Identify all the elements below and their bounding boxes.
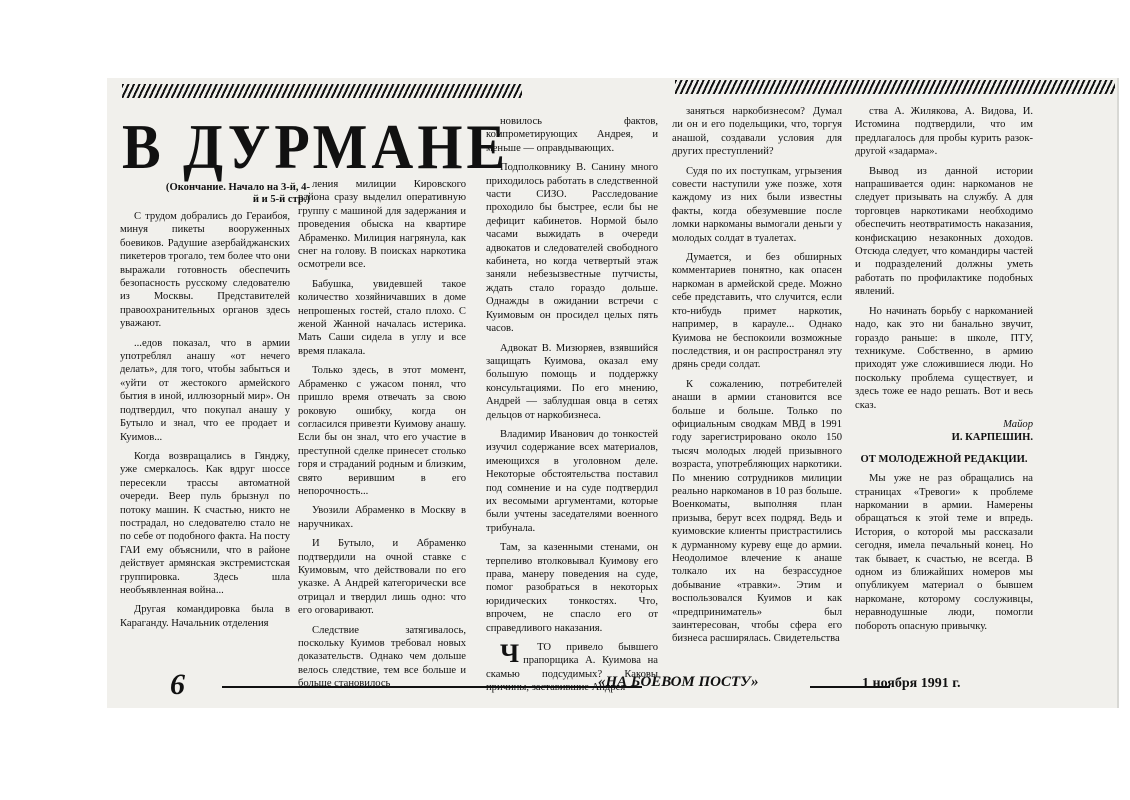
drop-cap: Ч bbox=[500, 639, 520, 669]
page-number: 6 bbox=[170, 668, 185, 701]
paragraph: Следствие затягивалось, поскольку Куимов требовал новых доказательств. Однако чем дольше велось следствие, тем все больше и больше становилось bbox=[298, 624, 466, 690]
article-column-4 bbox=[672, 105, 842, 650]
paragraph: ления милиции Кировского района сразу выделил оперативную группу с машиной для задержания и проведения обыска на квартире Абраменко. Милиция нагрянула, как снег на голову. В поисках наркотика осмотрели все. bbox=[298, 179, 466, 271]
paragraph: Подполковнику В. Санину много приходилось работать в следственной части СИЗО. Расследование проходило бы быстрее, если бы не дефицит кабинетов. Нормой было часами выжидать в очереди адвокатов и следователей свободного кабинета, но когда четвертый этаж заняли небезызвестные путчисты, ждать стало гораздо дольше. Однажды в ожидании встречи с Куимовым он просидел целых пять часов. bbox=[486, 162, 658, 335]
paragraph: Другая командировка была в Караганду. Начальник отделения bbox=[120, 604, 290, 629]
paragraph: Судя по их поступкам, угрызения совести наступили уже позже, хотя каждому из них были известны факты, когда обезумевшие после ломки наркоманы вымогали деньги у молодых солдат в туалетах. bbox=[672, 165, 842, 244]
paragraph: Владимир Иванович до тонкостей изучил содержание всех материалов, имеющихся в уголовном деле. Некоторые обстоятельства поставил под сомнение и на суде подтвердил их весомыми аргументами, которые были учтены заседателями военного трибунала. bbox=[486, 428, 658, 534]
paragraph: Бабушка, увидевшей такое количество хозяйничавших в доме непрошеных гостей, стало плохо. С женой Жанной началась истерика. Мать Саши сидела в углу и все время плакала. bbox=[298, 278, 466, 357]
paragraph: И Бутыло, и Абраменко подтвердили на очной ставке с Куимовым, что действовали по его указке. А Андрей категорически все отрицал и твердил лишь одно: что его оговаривают. bbox=[298, 538, 466, 617]
paragraph: ...едов показал, что в армии употреблял анашу «от нечего делать», для того, чтобы забыться и «уйти от жестокого армейского бытия в иной, иллюзорный мир». Он подтвердил, что покупал анашу у Бутыло и знал, что ее продает и Куимов... bbox=[120, 337, 290, 443]
article-column-1 bbox=[120, 210, 290, 662]
header-hatch-right bbox=[675, 80, 1115, 94]
paragraph-text: ТО привело бывшего прапорщика А. Куимова на скамью подсудимых? Каковы причины, заставившие Андрея bbox=[486, 642, 658, 694]
paragraph: К сожалению, потребителей анаши в армии становится все больше и больше. Только по официальным сводкам МВД в 1991 году зарегистрировано около 150 тысяч молодых людей призывного возраста, употребляющих наркотики. По мнению сотрудников милиции реально наркоманов в 10 раз больше. Военкоматы, выполняя план призыва, берут всех подряд. Ведь и куимовские клиенты пристрастились к дурманному куреву еще до армии. Неодолимое влечение к анаше толкало их на безрассудное добывание «травки». Этим и воспользовался Куимов и как «предприниматель» был заинтересован, чтобы сфера его бизнеса расширялась. Свидетельства bbox=[672, 378, 842, 645]
paragraph: заняться наркобизнесом? Думал ли он и его подельщики, что, торгуя анашой, создавали условия для других преступлений? bbox=[672, 106, 842, 158]
paragraph: Там, за казенными стенами, он терпеливо втолковывал Куимову его права, манеру поведения на суде, помог разобраться в некоторых юридических тонкостях. Что, впрочем, не спасло его от справедливого наказания. bbox=[486, 542, 658, 634]
article-column-2 bbox=[298, 178, 466, 690]
paragraph: Когда возвращались в Гянджу, уже смеркалось. Как вдруг шоссе пересекли трассы автоматной очереди. Веер пуль брызнул по потоку машин. К счастью, никто не пострадал, но следователю стало не по себе от подобного факта. На посту ГАИ ему объяснили, что в районе действует армянская экстремистская группировка. Здесь шла необъявленная война... bbox=[120, 450, 290, 596]
editorial-heading: ОТ МОЛОДЕЖНОЙ РЕДАКЦИИ. bbox=[860, 453, 1028, 465]
paragraph: ства А. Жилякова, А. Видова, И. Истомина подтвердили, что им предлагалось для пробы курить разок-другой «задарма». bbox=[855, 106, 1033, 158]
newspaper-name: «НА БОЕВОМ ПОСТУ» bbox=[598, 674, 759, 690]
footer-rule-left bbox=[222, 686, 642, 688]
paragraph: Вывод из данной истории напрашивается один: наркоманов не следует призывать на службу. А для торговцев наркотиками необходимо обеспечить неотвратимость наказания, конфискацию незаконных доходов. Отсюда следует, что командиры частей и подразделений должны уметь работать по профилактике подобных явлений. bbox=[855, 165, 1033, 298]
article-column-3 bbox=[486, 115, 658, 694]
page-footer bbox=[160, 668, 1020, 701]
paragraph: Только здесь, в этот момент, Абраменко с ужасом понял, что пришло время отвечать за свою роковую ошибку, когда он согласился привезти Куимову анашу. Если бы он знал, что его участие в преступной сделке принесет столько горя и страданий родным и близким, свято верившим в его непорочность... bbox=[298, 365, 466, 497]
paragraph: Но начинать борьбу с наркоманией надо, как это ни банально звучит, гораздо раньше: в школе, ПТУ, техникуме. Собственно, в армию приходят уже сложившиеся люди. Но поскольку проблема существует, и здесь тоже ее надо решать. Вот и весь сказ. bbox=[855, 305, 1033, 411]
paragraph: новилось фактов, компрометирующих Андрея, и меньше — оправдывающих. bbox=[486, 116, 658, 154]
paragraph: Увозили Абраменко в Москву в наручниках. bbox=[298, 505, 466, 530]
continuation-note: (Окончание. Начало на 3-й, 4-й и 5-й стр.) bbox=[165, 182, 310, 205]
author-rank: Майор bbox=[1003, 418, 1033, 430]
paragraph: Думается, и без обширных комментариев понятно, как опасен наркоман в армейской среде. Можно себе представить, что случится, если кто-нибудь примет наркотик, например, в карауле... Однако Куимова не беспокоили возможные последствия, и он распространял эту дрянь среди солдат. bbox=[672, 252, 842, 371]
article-headline: В ДУРМАНЕ bbox=[122, 110, 510, 183]
paragraph: Адвокат В. Мизюряев, взявшийся защищать Куимова, оказал ему большую помощь и поддержку консультациями. По его мнению, Андрей — заблудшая овца в сетях дельцов от наркобизнеса. bbox=[486, 342, 658, 421]
issue-date: 1 ноября 1991 г. bbox=[862, 676, 961, 691]
article-column-5 bbox=[855, 105, 1033, 650]
header-hatch-left bbox=[122, 84, 522, 98]
editorial-text: Мы уже не раз обращались на страницах «Тревоги» к проблеме наркомании в армии. Намерены обращаться к этой теме и впредь. История, о которой мы рассказали сегодня, имела печальный конец. Но так бывает, к счастью, не всегда. В одном из ближайших номеров мы опубликуем материал о бывшем наркомане, которому сослуживцы, неравнодушные люди, помогли побороть опасную привычку. bbox=[855, 473, 1033, 632]
paragraph: С трудом добрались до Гераибоя, минуя пикеты вооруженных боевиков. Радушие азербайджанских пикетеров трогало, тем более что они выражали готовность обеспечить безопасность русскому следователю из Москвы. Представителей правоохранительных органов здесь уважают. bbox=[120, 211, 290, 330]
author-signature: И. КАРПЕШИН. bbox=[951, 432, 1033, 444]
